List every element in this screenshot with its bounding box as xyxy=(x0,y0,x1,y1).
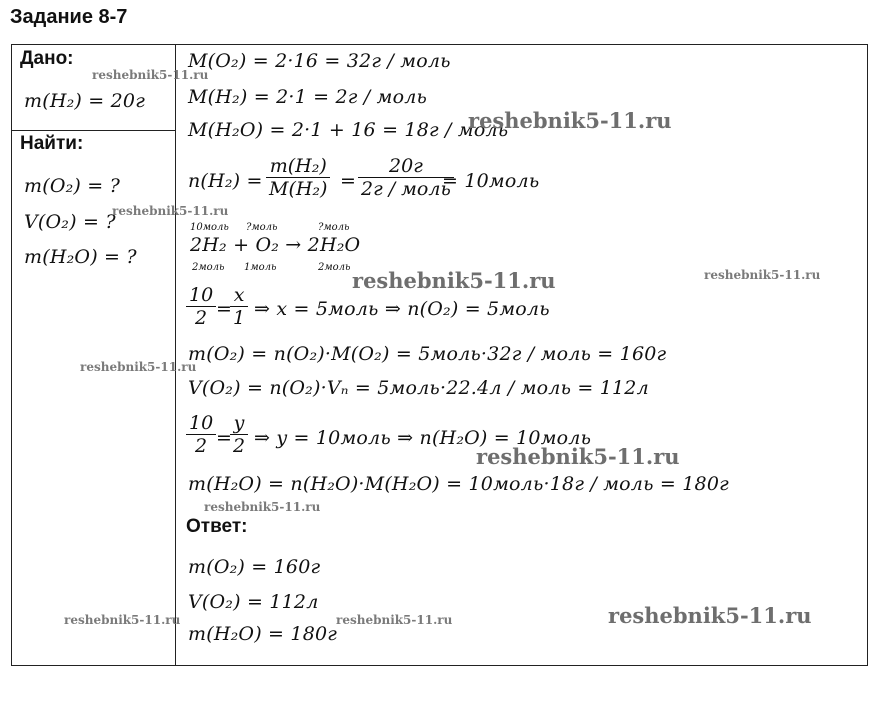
volume-o2-calculation: V(O₂) = n(O₂)·Vₙ = 5моль·22.4л / моль = 112л xyxy=(188,377,649,399)
watermark: reshebnik5-11.ru xyxy=(204,500,321,514)
equation-top-label-o2: ?моль xyxy=(246,222,278,233)
answer-volume-o2: V(O₂) = 112л xyxy=(188,591,319,613)
amount-h2-equals: = xyxy=(340,170,357,192)
amount-h2-result: = 10моль xyxy=(442,170,540,192)
equation-bottom-label-h2o: 2моль xyxy=(318,262,351,273)
column-divider xyxy=(175,44,176,666)
watermark: reshebnik5-11.ru xyxy=(476,444,680,469)
equation-top-label-h2: 10моль xyxy=(190,222,229,233)
amount-h2-fraction-1 xyxy=(266,155,330,200)
fraction-numerator: m(H₂) xyxy=(266,155,330,178)
answer-heading: Ответ: xyxy=(186,516,248,537)
watermark: reshebnik5-11.ru xyxy=(608,603,812,628)
mass-o2-calculation: m(O₂) = n(O₂)·M(O₂) = 5моль·32г / моль = 160г xyxy=(188,343,667,365)
fraction-numerator: 10 xyxy=(186,412,216,435)
given-find-divider xyxy=(11,130,175,131)
proportion-2-equals: = xyxy=(216,427,233,449)
watermark: reshebnik5-11.ru xyxy=(64,613,181,627)
find-heading: Найти: xyxy=(20,133,84,154)
equation-top-label-h2o: ?моль xyxy=(318,222,350,233)
proportion-2-fraction-2 xyxy=(230,412,248,457)
proportion-2-result: ⇒ y = 10моль ⇒ n(H₂O) = 10моль xyxy=(254,427,592,449)
fraction-denominator: 2 xyxy=(233,435,246,457)
watermark: reshebnik5-11.ru xyxy=(92,68,209,82)
fraction-denominator: 1 xyxy=(233,307,246,329)
reaction-equation: 2H₂ + O₂ → 2H₂O xyxy=(190,234,361,256)
fraction-denominator: 2 xyxy=(195,307,208,329)
fraction-denominator: 2 xyxy=(195,435,208,457)
watermark: reshebnik5-11.ru xyxy=(336,613,453,627)
given-heading: Дано: xyxy=(20,48,74,69)
equation-bottom-label-o2: 1моль xyxy=(244,262,277,273)
find-line-mass-o2: m(O₂) = ? xyxy=(24,175,121,197)
find-line-volume-o2: V(O₂) = ? xyxy=(24,211,116,233)
watermark: reshebnik5-11.ru xyxy=(468,108,672,133)
watermark: reshebnik5-11.ru xyxy=(352,268,556,293)
molar-mass-h2o: M(H₂O) = 2·1 + 16 = 18г / моль xyxy=(188,119,509,141)
watermark: reshebnik5-11.ru xyxy=(704,268,821,282)
amount-h2-fraction-2 xyxy=(358,155,454,200)
answer-mass-o2: m(O₂) = 160г xyxy=(188,556,321,578)
proportion-1-equals: = xyxy=(216,298,233,320)
amount-h2-lhs: n(H₂) = xyxy=(188,170,263,192)
fraction-numerator: 20г xyxy=(358,155,454,178)
molar-mass-h2: M(H₂) = 2·1 = 2г / моль xyxy=(188,86,428,108)
proportion-1-result: ⇒ x = 5моль ⇒ n(O₂) = 5моль xyxy=(254,298,550,320)
find-line-mass-h2o: m(H₂O) = ? xyxy=(24,246,137,268)
fraction-denominator: M(H₂) xyxy=(269,178,328,200)
watermark: reshebnik5-11.ru xyxy=(112,204,229,218)
molar-mass-o2: M(O₂) = 2·16 = 32г / моль xyxy=(188,50,451,72)
fraction-numerator: 10 xyxy=(186,284,216,307)
task-title: Задание 8-7 xyxy=(10,6,128,28)
equation-bottom-label-h2: 2моль xyxy=(192,262,225,273)
proportion-1-fraction-1 xyxy=(186,284,216,329)
proportion-1-fraction-2 xyxy=(230,284,248,329)
mass-h2o-calculation: m(H₂O) = n(H₂O)·M(H₂O) = 10моль·18г / моль = 180г xyxy=(188,473,729,495)
given-line: m(H₂) = 20г xyxy=(24,90,146,112)
proportion-2-fraction-1 xyxy=(186,412,216,457)
watermark: reshebnik5-11.ru xyxy=(80,360,197,374)
fraction-numerator: y xyxy=(230,412,248,435)
fraction-numerator: x xyxy=(230,284,248,307)
fraction-denominator: 2г / моль xyxy=(361,178,451,200)
answer-mass-h2o: m(H₂O) = 180г xyxy=(188,623,338,645)
